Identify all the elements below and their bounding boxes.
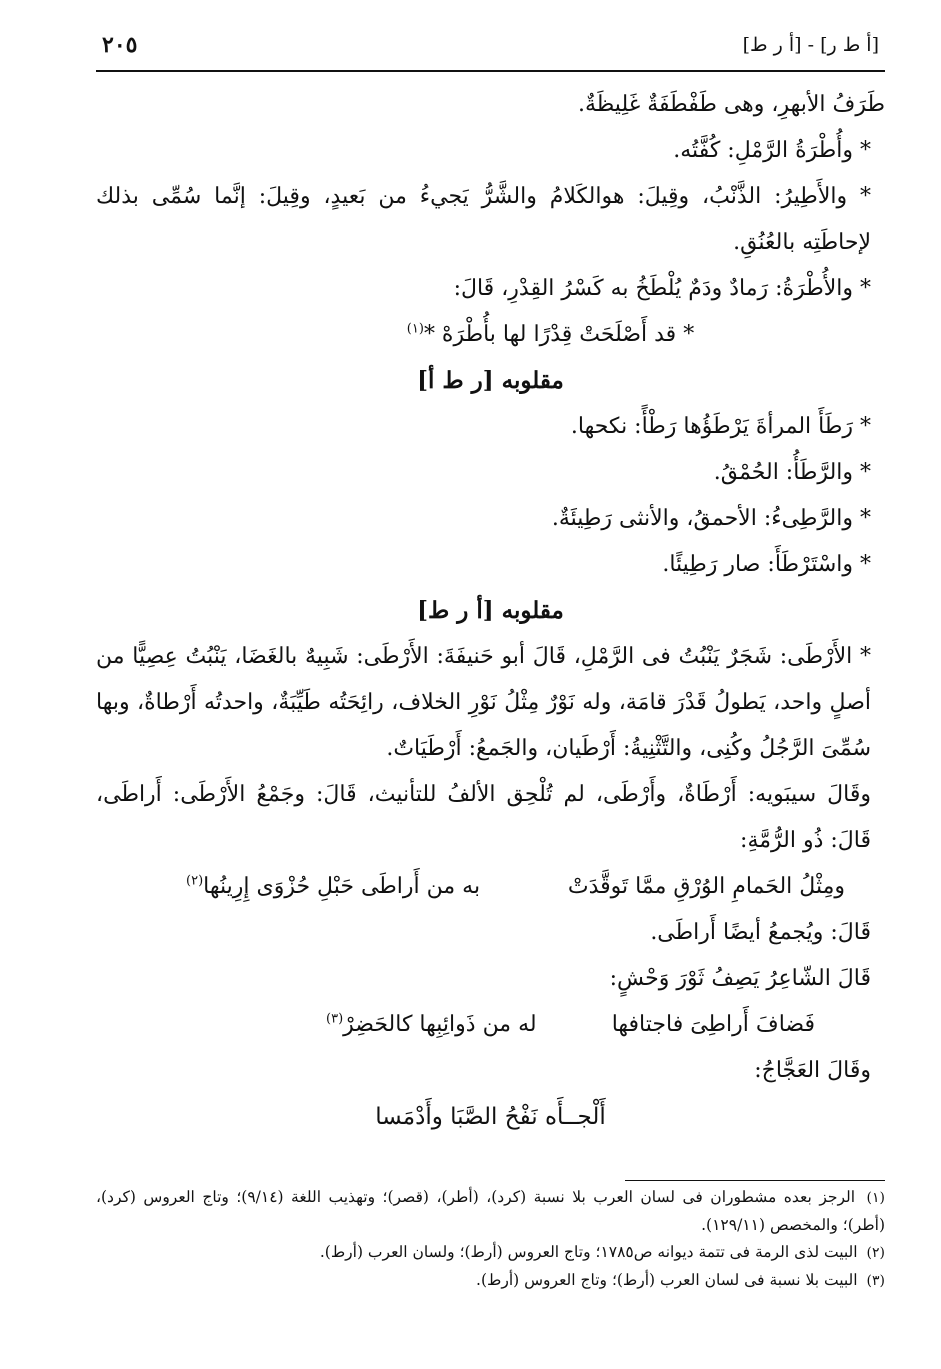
page-number: ٢٠٥	[102, 32, 138, 58]
footnote	[96, 1239, 885, 1267]
footnote	[96, 1267, 885, 1295]
verse-line: أَلْجــأَه نَفْحُ الصَّبَا وأَدْمَسا	[375, 1104, 606, 1130]
footnote-text: الرجز بعده مشطوران فى لسان العرب بلا نسبة (كرد)، (أطر)، (قصر)؛ وتهذيب اللغة (٩/١٤)؛ وتاج العروس (كرد)، (أطر)؛ والمخصص (١٢٩/١١).	[96, 1188, 885, 1234]
footnote-reference: (٣)	[326, 1011, 344, 1027]
main-text	[96, 82, 885, 1140]
text-line: طَرَفُ الأبهرِ، وهى طَفْطَفَةٌ غَلِيظَةٌ.	[577, 92, 885, 117]
entry-paragraph: * والأَطِيرُ: الذَّنْبُ، وقِيلَ: هوالكَلامُ والشَّرُّ يَجيءُ من بَعيدٍ، وقِيلَ: إنَّما سُمِّى بذلك لإحاطَتِه بالعُنُقِ.	[96, 184, 871, 255]
section-heading: مقلوبه [ر ط أ]	[417, 367, 564, 394]
verse-text: * قد أَصْلَحَتْ قِدْرًا لها بأُطْرَهْ *	[423, 322, 695, 347]
running-title: [أ ط ر] - [أ ر ط]	[742, 34, 879, 56]
footnote-text: البيت لذى الرمة فى تتمة ديوانه ص١٧٨٥؛ وتاج العروس (أرط)؛ ولسان العرب (أرط).	[319, 1243, 858, 1261]
verse-row	[96, 864, 885, 910]
section-heading: مقلوبه [أ ر ط]	[417, 597, 564, 624]
entry-line: * رَطَأَ المرأةَ يَرْطَؤُها رَطْأً: نكحها.	[570, 414, 871, 439]
footnote-text: البيت بلا نسبة فى لسان العرب (أرط)؛ وتاج العروس (أرط).	[476, 1271, 858, 1289]
verse-hemistich-first: ومِثْلُ الحَمامِ الوُرْقِ ممَّا تَوقَّدَتْ	[567, 874, 845, 899]
entry-line: * واسْتَرْطَأَ: صار رَطِيئًا.	[662, 552, 871, 577]
verse-hemistich-first: فَضافَ أَراطِىَ فاجتافها	[611, 1012, 815, 1037]
entry-paragraph: وقَالَ سيبَويه: أَرْطَاةٌ، وأَرْطَى، لم تُلْحِق الألفُ للتأنيث، قَالَ: وجَمْعُ الأَرْطَى: أَراطَى، قَالَ: ذُو الرُّمَّةِ:	[96, 782, 871, 853]
footnote-divider	[625, 1180, 885, 1181]
verse-text: به من أَراطَى حَبْلِ حُزْوَى إِرِينُها	[203, 874, 481, 899]
entry-line: * والأُطْرَةُ: رَمادٌ ودَمٌ يُلْطَخُ به كَسْرُ القِدْرِ، قَالَ:	[453, 276, 871, 301]
entry-line: قَالَ الشّاعِرُ يَصِفُ ثَوْرَ وَحْشٍ:	[609, 966, 871, 991]
footnote	[96, 1184, 885, 1239]
footnotes	[96, 1184, 885, 1295]
entry-paragraph: * الأَرْطَى: شَجَرٌ يَنْبُتُ فى الرَّمْلِ، قَالَ أبو حَنيفَةَ: الأَرْطَى: شَبِيهٌ بالغَضَا، يَنْبُتُ عِصِيًّا من أصلٍ واحد، يَطولُ قَدْرَ قامَة، وله نَوْرٌ مِثْلُ نَوْرِ الخلاف، رائِحَتُه طَيِّبَةٌ، واحدتُه أَرْطاةٌ، وبها سُمِّىَ الرَّجُلُ وكُنِى، والتَّثْنِيةُ: أَرْطَيان، والجَمعُ: أَرْطَيَاتٌ.	[96, 644, 871, 761]
footnote-reference: (٢)	[186, 873, 204, 889]
entry-line: * والرَّطِىءُ: الأحمقُ، والأنثى رَطِيئَةٌ.	[551, 506, 871, 531]
entry-line: قَالَ: ويُجمعُ أيضًا أَراطَى.	[650, 920, 871, 945]
footnote-reference: (١)	[406, 321, 424, 337]
entry-line: * والرَّطَأُ: الحُمْقُ.	[713, 460, 871, 485]
footnote-mark: (٣)	[866, 1273, 885, 1289]
page-header	[96, 30, 885, 72]
verse-line	[96, 312, 885, 358]
footnote-mark: (١)	[866, 1190, 885, 1206]
verse-text: له من ذَوائِبِها كالحَضِرْ	[343, 1012, 537, 1037]
verse-hemistich-second	[326, 1002, 537, 1048]
verse-hemistich-second	[186, 864, 480, 910]
entry-line: وقَالَ العَجَّاجُ:	[754, 1058, 871, 1083]
verse-row	[96, 1002, 885, 1048]
entry-line: * وأُطْرَةُ الرَّمْلِ: كُفَّتُه.	[673, 138, 871, 163]
footnote-mark: (٢)	[866, 1245, 885, 1261]
